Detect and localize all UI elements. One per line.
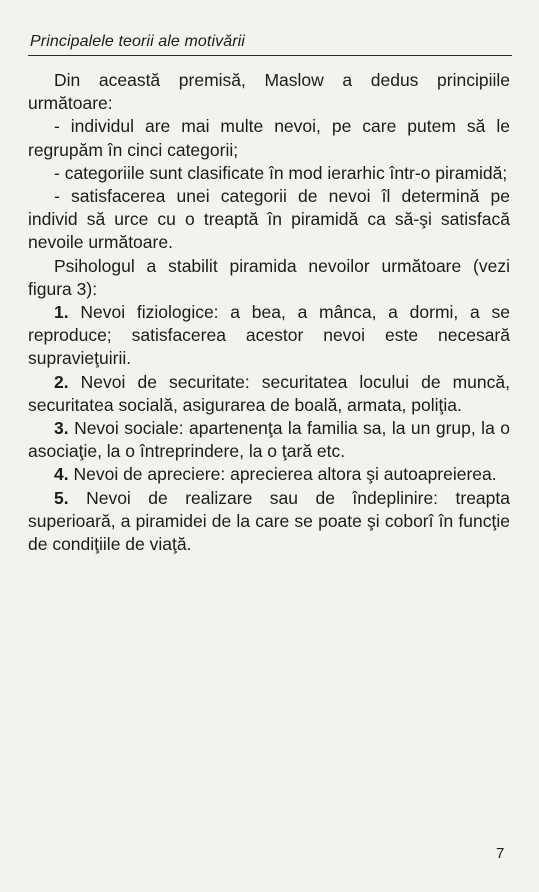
need-text: Nevoi de realizare sau de îndeplinire: treapta superioară, a piramidei de la care se poate şi coborî în funcţie de condiţiile de viaţă. — [28, 487, 510, 555]
need-item — [28, 463, 510, 486]
need-item — [28, 487, 510, 557]
need-number: 5. — [54, 487, 69, 508]
need-number: 1. — [54, 302, 69, 323]
need-number: 4. — [54, 464, 69, 485]
header-rule — [28, 55, 512, 56]
intro-paragraph: Din această premisă, Maslow a dedus principiile următoare: — [28, 70, 510, 114]
principle-item: - categoriile sunt clasificate în mod ierarhic într-o piramidă; — [54, 162, 508, 183]
need-text: Nevoi sociale: apartenenţa la familia sa, la un grup, la o asociaţie, la o întreprindere, la o ţară etc. — [28, 418, 510, 462]
principle-item: - satisfacerea unei categorii de nevoi îl determină pe individ să urce cu o treaptă în piramidă ca să-şi satisfacă nevoile următoare. — [28, 186, 510, 253]
running-title: Principalele teorii ale motivării — [30, 33, 245, 50]
need-number: 3. — [54, 418, 69, 439]
body-text — [28, 69, 510, 556]
need-item — [28, 371, 510, 417]
need-text: Nevoi de apreciere: aprecierea altora şi autoapreierea. — [68, 464, 497, 485]
need-item — [28, 301, 510, 371]
need-text: Nevoi fiziologice: a bea, a mânca, a dormi, a se reproduce; satisfacerea acestor nevoi este necesară supravieţuirii. — [28, 302, 510, 369]
need-item — [28, 417, 510, 463]
page-number: 7 — [496, 845, 505, 862]
pyramid-intro-paragraph: Psihologul a stabilit piramida nevoilor următoare (vezi figura 3): — [28, 255, 510, 299]
need-text: Nevoi de securitate: securitatea locului de muncă, securitatea socială, asigurarea de boală, armata, poliţia. — [28, 371, 510, 415]
need-number: 2. — [54, 371, 69, 392]
principle-item: - individul are mai multe nevoi, pe care putem să le regrupăm în cinci categorii; — [28, 116, 510, 160]
